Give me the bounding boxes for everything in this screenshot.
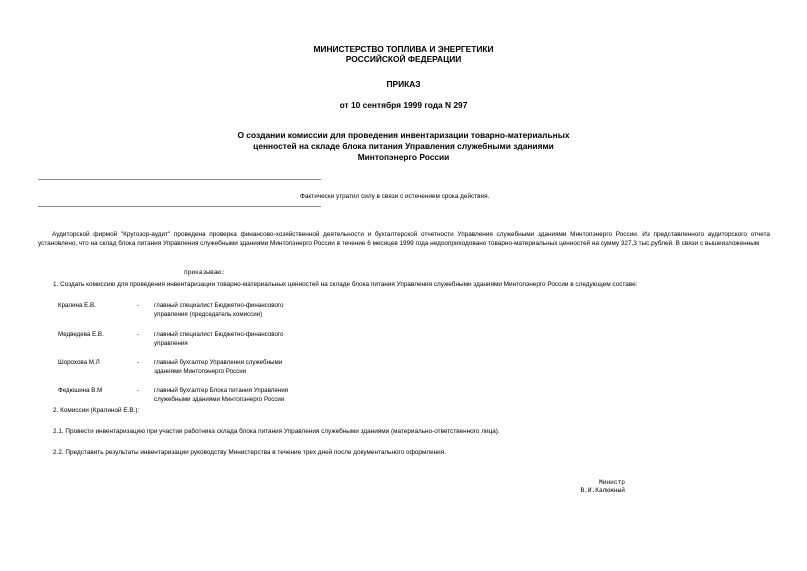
doc-title-line2: ценностей на складе блока питания Управления служебными зданиями [253, 141, 554, 151]
preamble-paragraph: Аудиторской фирмой "Кругозор-аудит" проведена проверка финансово-хозяйственной деятельности и бухгалтерской отчетности Управления служебными зданиями Минтопэнерго России. Из представленного аудиторского отчета установлено, что на склад блока питания Управления служебными зданиями Минтопэнерго России в течение 6 месяцев 1999 года недооприходовано товарно-материальных ценностей на сумму 327,3 тыс.рублей. В связи с вышеизложенным [38, 231, 770, 247]
item-1: 1. Создать комиссию для проведения инвентаризации товарно-материальных ценностей на складе блока питания Управления служебными зданиями Минтопэнерго России в следующем составе: [53, 281, 638, 288]
org-name-line2: РОССИЙСКОЙ ФЕДЕРАЦИИ [345, 54, 462, 64]
item-2-2: 2.2. Представить результаты инвентаризации руководству Министерства в течение трех дней после документального оформления. [53, 449, 446, 456]
doc-title-line3: Минтопэнерго России [357, 152, 450, 162]
member-role-line2: зданиями Минтопэнерго России [154, 368, 247, 375]
order-word: приказываю: [184, 269, 225, 276]
member-role-line2: служебными зданиями Минтопэнерго России [154, 396, 285, 403]
member-name: Кралина Е.В. [58, 302, 96, 309]
signature-name: В.И.Калюжный [580, 487, 625, 494]
signature-position: Министр [599, 479, 625, 486]
member-role-line1: главный бухгалтер Управления служебными [154, 359, 283, 366]
org-name-line1: МИНИСТЕРСТВО ТОПЛИВА И ЭНЕРГЕТИКИ [313, 44, 494, 54]
member-name: Медведева Е.В. [58, 331, 104, 338]
member-name: Федюшина В.М [58, 387, 103, 394]
member-dash: - [137, 359, 140, 366]
member-role-line1: главный бухгалтер Блока питания Управления [154, 387, 289, 394]
item-2: 2. Комиссии (Кралиной Е.В.): [53, 407, 140, 414]
item-2-1: 2.1. Провести инвентаризацию при участии работника склада блока питания Управления служебными зданиями (материально-ответственного лица). [53, 428, 500, 435]
doc-date-number: от 10 сентября 1999 года N 297 [339, 100, 468, 110]
doc-title-line1: О создании комиссии для проведения инвентаризации товарно-материальных [237, 130, 570, 140]
doc-type: ПРИКАЗ [386, 79, 421, 89]
member-role-line2: управления (председатель комиссии) [154, 311, 263, 318]
member-dash: - [137, 302, 140, 309]
member-role-line1: главный специалист Бюджетно-финансового [154, 331, 284, 338]
member-dash: - [137, 331, 140, 338]
member-role-line2: управления [154, 340, 188, 347]
divider-top [38, 179, 321, 180]
member-role-line1: главный специалист Бюджетно-финансового [154, 302, 284, 309]
member-dash: - [137, 387, 140, 394]
member-name: Шорохова М.Л [58, 359, 100, 366]
divider-bottom [38, 206, 321, 207]
status-note: Фактически утратил силу в связи с истечением срока действия. [300, 193, 490, 200]
